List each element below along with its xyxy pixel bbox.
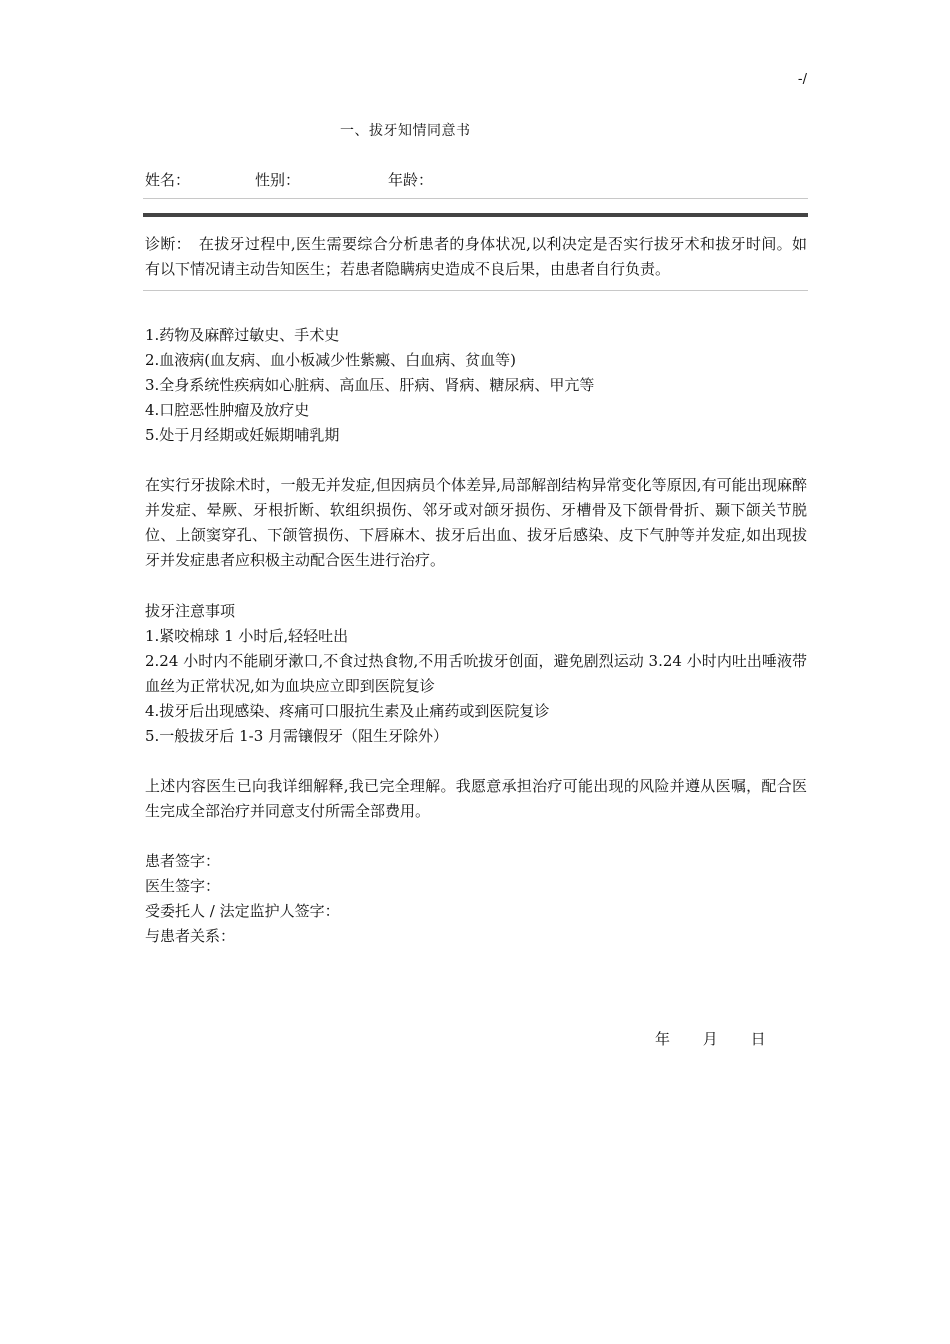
month-label: 月: [702, 1030, 718, 1048]
divider: [143, 198, 808, 199]
complications-paragraph: 在实行牙拔除术时，一般无并发症,但因病员个体差异,局部解剖结构异常变化等原因,有可能出现麻醉并发症、晕厥、牙根折断、软组织损伤、邻牙或对颌牙损伤、牙槽骨及下颌骨骨折、颞下颌关节脱位、上颌窦穿孔、下颌管损伤、下唇麻木、拔牙后出血、拔牙后感染、皮下气肿等并发症,如出现拔牙并发症患者应积极主动配合医生进行治疗。: [145, 476, 807, 569]
name-label: 姓名：: [145, 171, 191, 189]
gender-label: 性别：: [255, 171, 301, 189]
diagnosis-paragraph: 诊断： 在拔牙过程中,医生需要综合分析患者的身体状况,以利决定是否实行拔牙术和拔牙时间。如有以下情况请主动告知医生；若患者隐瞒病史造成不良后果，由患者自行负责。: [145, 235, 807, 278]
relation-label: 与患者关系：: [145, 927, 236, 945]
precaution-item: 4.拔牙后出现感染、疼痛可口服抗生素及止痛药或到医院复诊: [145, 702, 550, 720]
condition-item: 4.口腔恶性肿瘤及放疗史: [145, 401, 310, 419]
doctor-signature-label: 医生签字：: [145, 877, 221, 895]
precautions-heading: 拔牙注意事项: [145, 602, 236, 620]
precaution-item: 1.紧咬棉球 1 小时后,轻轻吐出: [145, 627, 349, 645]
precaution-item: 5.一般拔牙后 1-3 月需镶假牙（阻生牙除外）: [145, 727, 449, 745]
condition-item: 2.血液病(血友病、血小板减少性紫癜、白血病、贫血等): [145, 351, 517, 369]
condition-item: 5.处于月经期或妊娠期哺乳期: [145, 426, 340, 444]
divider: [143, 290, 808, 291]
condition-item: 1.药物及麻醉过敏史、手术史: [145, 326, 340, 344]
condition-item: 3.全身系统性疾病如心脏病、高血压、肝病、肾病、糖尿病、甲亢等: [145, 376, 595, 394]
conditions-list: [145, 323, 807, 448]
year-label: 年: [655, 1030, 671, 1048]
divider-thick: [143, 213, 808, 217]
day-label: 日: [750, 1030, 766, 1048]
consent-paragraph: 上述内容医生已向我详细解释,我已完全理解。我愿意承担治疗可能出现的风险并遵从医嘱，配合医生完成全部治疗并同意支付所需全部费用。: [145, 777, 807, 820]
precautions-section: [145, 599, 807, 749]
age-label: 年龄：: [388, 171, 434, 189]
page-mark: -/: [797, 72, 807, 87]
precaution-item: 2.24 小时内不能刷牙漱口,不食过热食物,不用舌吮拔牙创面，避免剧烈运动 3.24 小时内吐出唾液带血丝为正常状况,如为血块应立即到医院复诊: [145, 652, 807, 695]
document-title: 一、拔牙知情同意书: [340, 123, 471, 139]
date-line: [655, 1028, 794, 1049]
signature-section: [145, 849, 807, 949]
patient-signature-label: 患者签字：: [145, 852, 221, 870]
guardian-signature-label: 受委托人 / 法定监护人签字：: [145, 902, 340, 920]
